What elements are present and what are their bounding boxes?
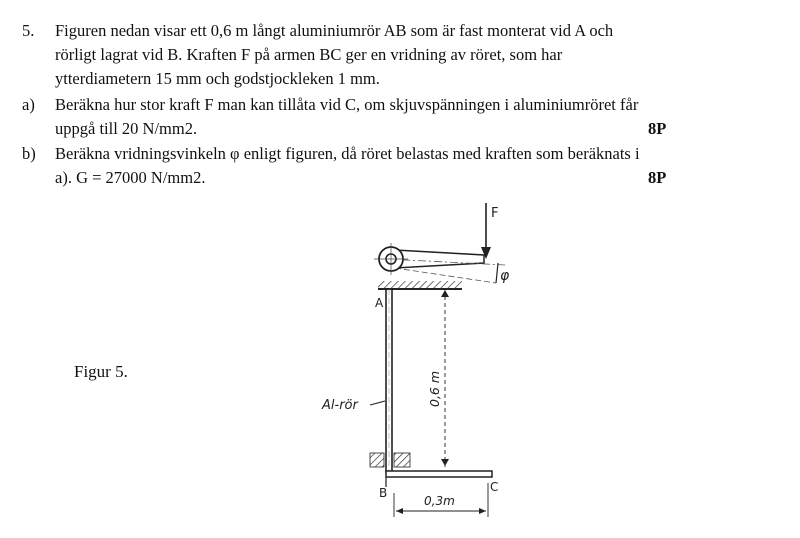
part-a-points: 8P (648, 119, 667, 138)
label-arm-length: 0,3m (424, 494, 455, 508)
problem-number: 5. (22, 21, 35, 40)
label-phi: φ (500, 268, 510, 284)
label-a: A (375, 296, 384, 310)
aluminium-tube (386, 289, 392, 473)
part-a-line-2: uppgå till 20 N/mm2. (55, 119, 198, 138)
label-tube: Al-rör (322, 398, 358, 413)
force-arrow (481, 203, 491, 259)
bottom-bearing (370, 453, 410, 467)
part-b-line-2: a). G = 27000 N/mm2. (55, 168, 206, 187)
label-b: B (379, 486, 388, 500)
part-b-points: 8P (648, 168, 667, 187)
tube-torsion-diagram (300, 195, 530, 525)
part-b-label: b) (22, 144, 36, 163)
figure-caption: Figur 5. (74, 362, 128, 381)
top-support (378, 281, 462, 289)
intro-line-1: Figuren nedan visar ett 0,6 m långt aluminiumrör AB som är fast monterat vid A och (55, 21, 614, 40)
label-c: C (490, 480, 499, 494)
lower-arm-bc (386, 471, 492, 487)
intro-line-2: rörligt lagrat vid B. Kraften F på armen BC ger en vridning av röret, som har (55, 45, 563, 64)
part-a-label: a) (22, 95, 35, 114)
pivot-a (374, 243, 408, 275)
intro-line-3: ytterdiametern 15 mm och godstjockleken 1 mm. (55, 69, 380, 88)
label-length: 0,6 m (427, 370, 442, 407)
part-b-line-1: Beräkna vridningsvinkeln φ enligt figuren, då röret belastas med kraften som beräknats i (55, 144, 640, 163)
dimension-length (441, 289, 449, 467)
label-f: F (491, 206, 499, 221)
part-a-line-1: Beräkna hur stor kraft F man kan tillåta vid C, om skjuvspänningen i aluminiumröret får (55, 95, 639, 114)
